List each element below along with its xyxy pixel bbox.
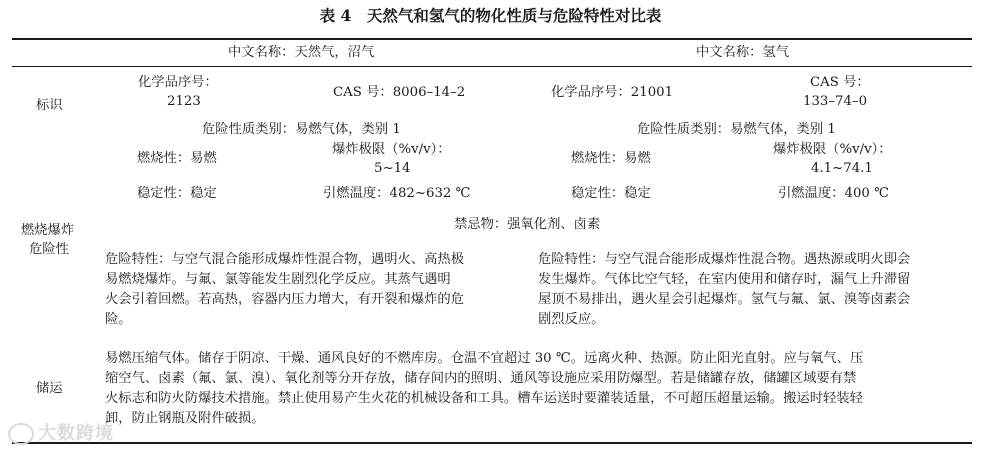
storage-line: 卸，防止钢瓶及附件破损。 (105, 411, 265, 426)
ng-danger-line: 火会引着回燃。若高热，容器内压力增大，有开裂和爆炸的危 (105, 292, 465, 307)
table-caption: 表 4 天然气和氢气的物化性质与危险特性对比表 (319, 6, 662, 25)
ng-danger-paragraph (105, 250, 523, 330)
h-explosion-limit-value: 4.1~74.1 (811, 161, 873, 176)
ng-code-label: 化学品序号： (138, 75, 218, 90)
h-cas-label: CAS 号： (810, 75, 870, 90)
row-label-hazard-2: 危险性 (29, 242, 69, 257)
storage-line: 易燃压缩气体。储存于阴凉、干燥、通风良好的不燃库房。仓温不宜超过 30 ℃。远离火种、热源。防止阳光直射。应与氧气、压 (105, 351, 864, 366)
h-danger-line: 剧烈反应。 (538, 312, 605, 327)
h-danger-paragraph (538, 250, 970, 330)
storage-paragraph (105, 349, 971, 429)
row-label-storage: 储运 (36, 381, 63, 396)
h-code: 化学品序号：21001 (551, 85, 674, 100)
h-cas-value: 133–74–0 (803, 94, 868, 109)
storage-line: 缩空气、卤素（氟、氯、溴）、氧化剂等分开存放，储存间内的照明、通风等设施应采用防爆型。若是储罐存放，储罐区域要有禁 (105, 371, 857, 386)
row-label-identification: 标识 (36, 98, 63, 113)
h-danger-line: 发生爆炸。气体比空气轻，在室内使用和储存时，漏气上升滞留 (538, 272, 911, 287)
ng-hazard-class: 危险性质类别：易燃气体，类别 1 (202, 122, 401, 137)
h-ignition-temp: 引燃温度：400 ℃ (778, 186, 889, 201)
taboo-substances: 禁忌物：强氧化剂、卤素 (454, 217, 601, 232)
ng-danger-line: 危险特性：与空气混合能形成爆炸性混合物，遇明火、高热极 (105, 252, 465, 267)
ng-danger-line: 易燃烧爆炸。与氟、氯等能发生剧烈化学反应。其蒸气遇明 (105, 272, 451, 287)
bottom-rule (12, 442, 972, 444)
ng-danger-line: 险。 (105, 312, 132, 327)
watermark-logo-icon (8, 423, 34, 445)
ng-cas: CAS 号：8006–14–2 (333, 85, 466, 100)
storage-line: 火标志和防火防爆技术措施。禁止使用易产生火花的机械设备和工具。槽车运送时要灌装适量，不可超压超量运输。搬运时轻装轻 (105, 391, 863, 406)
header-hydrogen: 中文名称：氢气 (696, 45, 790, 60)
h-stability: 稳定性：稳定 (571, 186, 651, 201)
top-rule (12, 38, 972, 40)
header-natural-gas: 中文名称：天然气，沼气 (228, 45, 375, 60)
watermark-text: 大数跨境 (38, 423, 114, 444)
ng-stability: 稳定性：稳定 (137, 186, 217, 201)
ng-explosion-limit-value: 5~14 (374, 161, 411, 176)
ng-ignition-temp: 引燃温度：482~632 ℃ (323, 186, 471, 201)
ng-code-value: 2123 (167, 94, 201, 109)
header-rule (12, 66, 972, 67)
ng-flammability: 燃烧性：易燃 (137, 151, 217, 166)
watermark (8, 419, 114, 445)
h-flammability: 燃烧性：易燃 (571, 151, 651, 166)
h-danger-line: 危险特性：与空气混合能形成爆炸性混合物。遇热源或明火即会 (538, 252, 911, 267)
h-danger-line: 屋顶不易排出，遇火星会引起爆炸。氢气与氟、氯、溴等卤素会 (538, 292, 911, 307)
h-hazard-class: 危险性质类别：易燃气体，类别 1 (637, 122, 836, 137)
h-explosion-limit-label: 爆炸极限（%v/v）： (773, 142, 892, 157)
row-label-hazard-1: 燃烧爆炸 (21, 223, 75, 238)
ng-explosion-limit-label: 爆炸极限（%v/v）： (332, 142, 451, 157)
